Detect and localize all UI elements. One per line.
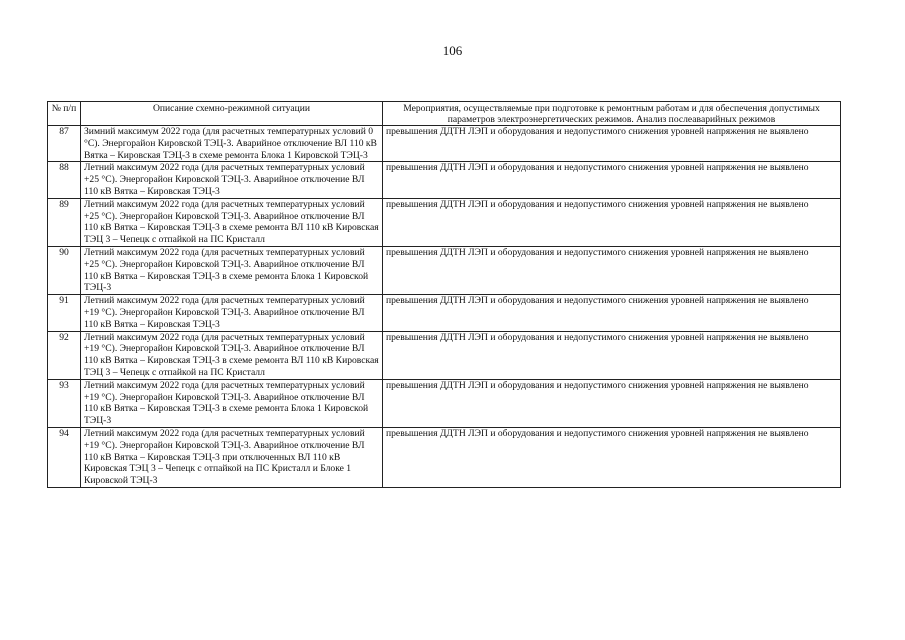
row-num: 88 <box>48 162 81 198</box>
row-description: Летний максимум 2022 года (для расчетных температурных условий +25 °С). Энергорайон Кировской ТЭЦ-3. Аварийное отключение ВЛ 110 кВ Вятка – Кировская ТЭЦ-3 в схеме ремонта ВЛ 110 кВ Кировская ТЭЦ 3 – Чепецк с отпайкой на ПС Кристалл <box>81 198 383 246</box>
row-measures: превышения ДДТН ЛЭП и оборудования и недопустимого снижения уровней напряжения не выявлено <box>383 246 841 294</box>
row-measures: превышения ДДТН ЛЭП и оборудования и недопустимого снижения уровней напряжения не выявлено <box>383 126 841 162</box>
row-description: Летний максимум 2022 года (для расчетных температурных условий +25 °С). Энергорайон Кировской ТЭЦ-3. Аварийное отключение ВЛ 110 кВ Вятка – Кировская ТЭЦ-3 в схеме ремонта Блока 1 Кировской ТЭЦ-3 <box>81 246 383 294</box>
row-measures: превышения ДДТН ЛЭП и оборудования и недопустимого снижения уровней напряжения не выявлено <box>383 295 841 331</box>
table-row <box>48 331 841 379</box>
page-number: 106 <box>442 43 463 58</box>
header-measures: Мероприятия, осуществляемые при подготовке к ремонтным работам и для обеспечения допустимых параметров электроэнергетических режимов. Анализ послеаварийных режимов <box>383 102 841 126</box>
row-description: Зимний максимум 2022 года (для расчетных температурных условий 0 °С). Энергорайон Кировской ТЭЦ-3. Аварийное отключение ВЛ 110 кВ Вятка – Кировская ТЭЦ-3 в схеме ремонта Блока 1 Кировской ТЭЦ-3 <box>81 126 383 162</box>
row-num: 90 <box>48 246 81 294</box>
table-row <box>48 246 841 294</box>
table-row <box>48 427 841 487</box>
row-description: Летний максимум 2022 года (для расчетных температурных условий +19 °С). Энергорайон Кировской ТЭЦ-3. Аварийное отключение ВЛ 110 кВ Вятка – Кировская ТЭЦ-3 при отключенных ВЛ 110 кВ Кировская ТЭЦ 3 – Чепецк с отпайкой на ПС Кристалл и Блоке 1 Кировской ТЭЦ-3 <box>81 427 383 487</box>
row-num: 93 <box>48 379 81 427</box>
table-row <box>48 162 841 198</box>
row-description: Летний максимум 2022 года (для расчетных температурных условий +25 °С). Энергорайон Кировской ТЭЦ-3. Аварийное отключение ВЛ 110 кВ Вятка – Кировская ТЭЦ-3 <box>81 162 383 198</box>
header-num: № п/п <box>48 102 81 126</box>
row-measures: превышения ДДТН ЛЭП и оборудования и недопустимого снижения уровней напряжения не выявлено <box>383 162 841 198</box>
row-measures: превышения ДДТН ЛЭП и оборудования и недопустимого снижения уровней напряжения не выявлено <box>383 198 841 246</box>
table-header-row <box>48 102 841 126</box>
row-measures: превышения ДДТН ЛЭП и оборудования и недопустимого снижения уровней напряжения не выявлено <box>383 331 841 379</box>
row-num: 87 <box>48 126 81 162</box>
table-row <box>48 198 841 246</box>
row-num: 94 <box>48 427 81 487</box>
row-description: Летний максимум 2022 года (для расчетных температурных условий +19 °С). Энергорайон Кировской ТЭЦ-3. Аварийное отключение ВЛ 110 кВ Вятка – Кировская ТЭЦ-3 <box>81 295 383 331</box>
row-num: 89 <box>48 198 81 246</box>
header-description: Описание схемно-режимной ситуации <box>81 102 383 126</box>
row-num: 91 <box>48 295 81 331</box>
row-description: Летний максимум 2022 года (для расчетных температурных условий +19 °С). Энергорайон Кировской ТЭЦ-3. Аварийное отключение ВЛ 110 кВ Вятка – Кировская ТЭЦ-3 в схеме ремонта ВЛ 110 кВ Кировская ТЭЦ 3 – Чепецк с отпайкой на ПС Кристалл <box>81 331 383 379</box>
row-measures: превышения ДДТН ЛЭП и оборудования и недопустимого снижения уровней напряжения не выявлено <box>383 379 841 427</box>
row-measures: превышения ДДТН ЛЭП и оборудования и недопустимого снижения уровней напряжения не выявлено <box>383 427 841 487</box>
table-row <box>48 379 841 427</box>
row-num: 92 <box>48 331 81 379</box>
table-row <box>48 126 841 162</box>
row-description: Летний максимум 2022 года (для расчетных температурных условий +19 °С). Энергорайон Кировской ТЭЦ-3. Аварийное отключение ВЛ 110 кВ Вятка – Кировская ТЭЦ-3 в схеме ремонта Блока 1 Кировской ТЭЦ-3 <box>81 379 383 427</box>
table-row <box>48 295 841 331</box>
regime-table <box>47 101 841 488</box>
